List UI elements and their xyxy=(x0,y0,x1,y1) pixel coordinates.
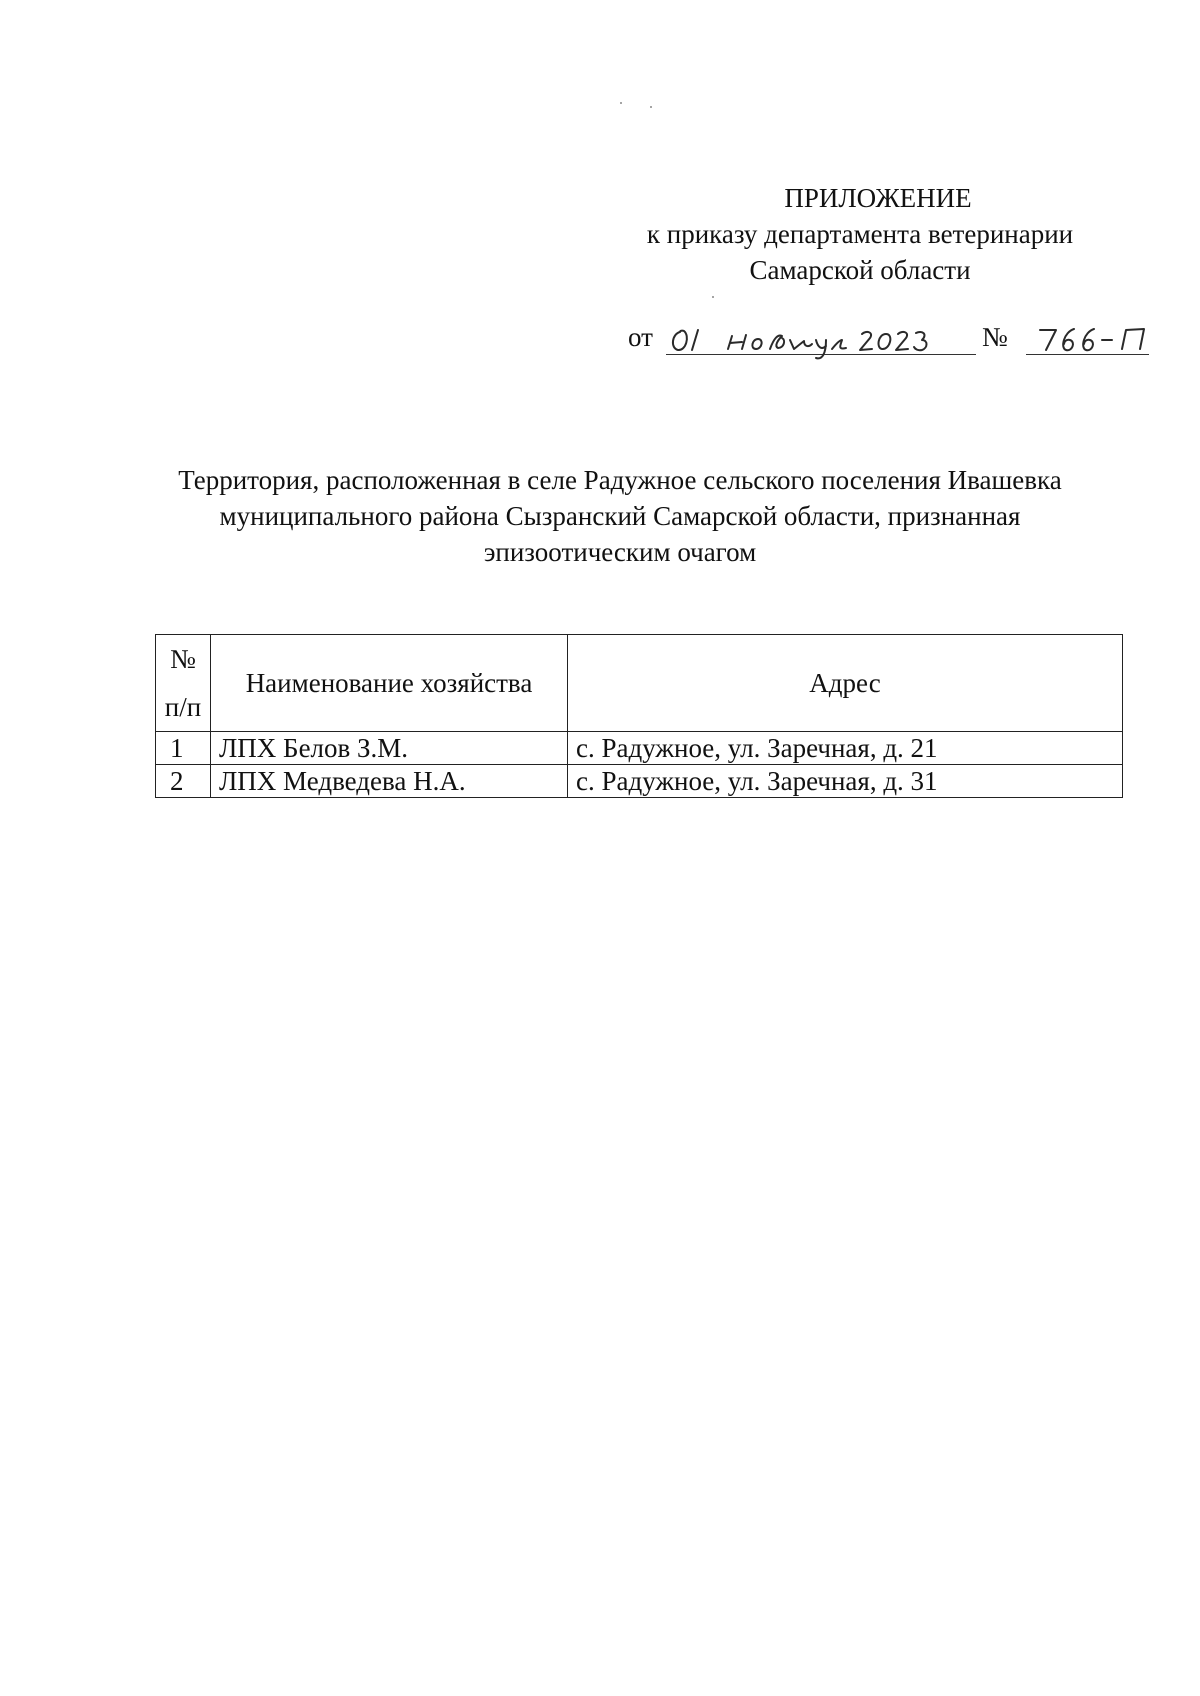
description-line3: эпизоотическим очагом xyxy=(483,537,757,567)
row-address: с. Радужное, ул. Заречная, д. 31 xyxy=(568,765,1123,798)
table-row xyxy=(156,765,1123,798)
row-farm-name: ЛПХ Медведева Н.А. xyxy=(211,765,568,798)
order-date-handwritten xyxy=(666,318,976,355)
row-number: 1 xyxy=(156,732,211,765)
handwritten-number-signature xyxy=(1026,318,1149,358)
row-address: с. Радужное, ул. Заречная, д. 21 xyxy=(568,732,1123,765)
order-number-handwritten xyxy=(1026,318,1149,355)
table-row xyxy=(156,732,1123,765)
table-header-row xyxy=(156,635,1123,732)
description-line2: муниципального района Сызранский Самарской области, признанная xyxy=(219,501,1021,531)
column-header-farm-name: Наименование хозяйства xyxy=(211,635,568,732)
column-header-number-sign: № xyxy=(170,644,196,674)
scan-speck xyxy=(620,102,622,104)
scan-speck xyxy=(650,106,652,108)
appendix-subtitle-line2: Самарской области xyxy=(749,255,971,285)
appendix-subtitle-line1: к приказу департамента ветеринарии xyxy=(646,219,1074,249)
territory-description xyxy=(140,462,1100,570)
farms-table xyxy=(155,634,1123,798)
order-date-prefix: от xyxy=(628,322,653,352)
column-header-address: Адрес xyxy=(568,635,1123,732)
row-farm-name: ЛПХ Белов З.М. xyxy=(211,732,568,765)
handwritten-date-signature xyxy=(666,318,976,358)
description-line1: Территория, расположенная в селе Радужное сельского поселения Ивашевка xyxy=(178,465,1062,495)
column-header-number-pp: п/п xyxy=(164,692,202,722)
row-number: 2 xyxy=(156,765,211,798)
column-header-number xyxy=(156,635,211,732)
appendix-header xyxy=(600,180,1120,288)
appendix-title: ПРИЛОЖЕНИЕ xyxy=(784,183,972,213)
order-number-sign: № xyxy=(982,322,1008,352)
scan-speck xyxy=(712,296,714,298)
